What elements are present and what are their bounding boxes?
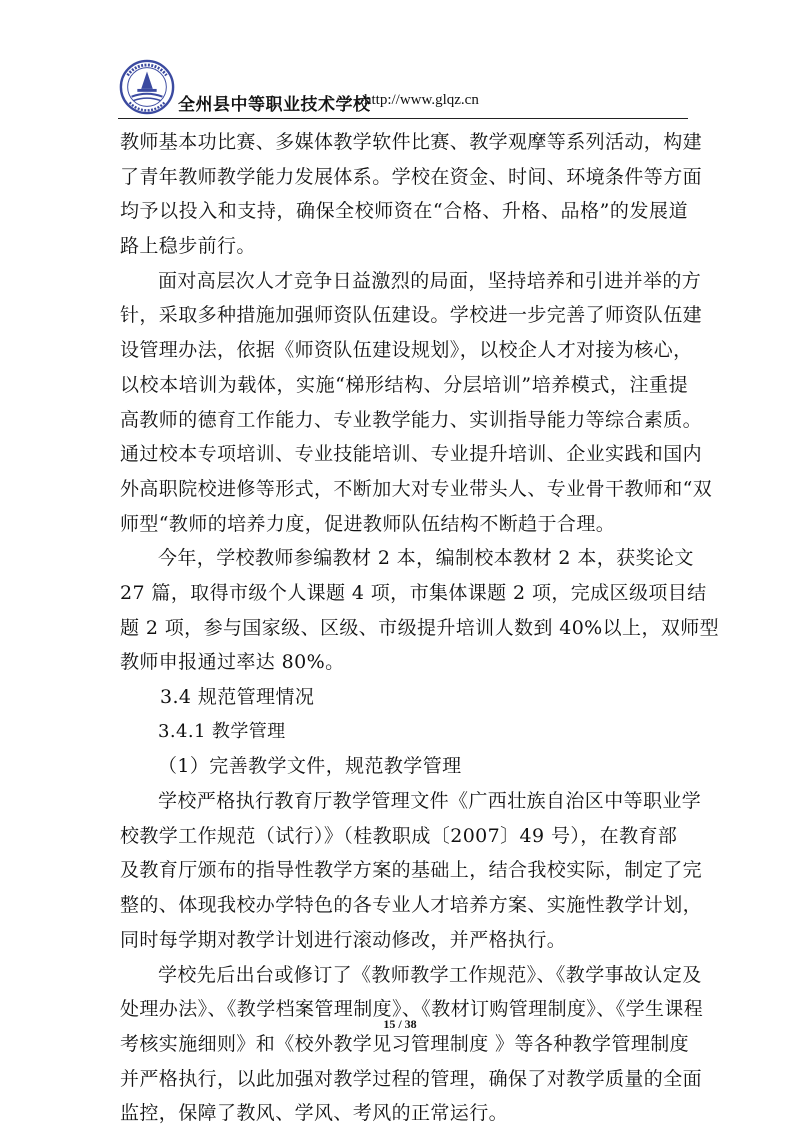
text-line: 教师申报通过率达 80%。 <box>120 651 345 674</box>
text-line: 监控，保障了教风、学风、考风的正常运行。 <box>120 1102 509 1125</box>
header-divider <box>118 118 688 119</box>
text-line: 同时每学期对教学计划进行滚动修改，并严格执行。 <box>120 928 567 951</box>
text-line: 了青年教师教学能力发展体系。学校在资金、时间、环境条件等方面 <box>120 165 703 188</box>
text-line: 外高职院校进修等形式，不断加大对专业带头人、专业骨干教师和“双 <box>120 477 713 500</box>
text-line: 通过校本专项培训、专业技能培训、专业提升培训、企业实践和国内 <box>120 443 703 466</box>
text-line: 校教学工作规范（试行）》（桂教职成〔2007〕49 号），在教育部 <box>120 824 678 847</box>
text-line: 27 篇，取得市级个人课题 4 项，市集体课题 2 项，完成区级项目结 <box>120 581 707 604</box>
text-line: 处理办法》、《教学档案管理制度》、《教材订购管理制度》、《学生课程 <box>120 998 704 1021</box>
page-number: 15 / 38 <box>383 1017 417 1031</box>
school-name: 全州县中等职业技术学校 <box>178 95 371 115</box>
text-line: 学校严格执行教育厅教学管理文件《广西壮族自治区中等职业学 <box>158 790 702 813</box>
text-line: 及教育厅颁布的指导性教学方案的基础上，结合我校实际，制定了完 <box>120 859 703 882</box>
subsection-title: 3.4.1 教学管理 <box>158 720 286 742</box>
text-line: 今年，学校教师参编教材 2 本，编制校本教材 2 本，获奖论文 <box>158 547 694 570</box>
paragraph <box>120 958 704 1131</box>
text-line: 整的、体现我校办学特色的各专业人才培养方案、实施性教学计划， <box>120 894 703 917</box>
paragraph <box>120 125 703 264</box>
text-line: 教师基本功比赛、多媒体教学软件比赛、教学观摩等系列活动，构建 <box>120 131 703 153</box>
school-logo-icon <box>118 58 176 116</box>
text-line: 路上稳步前行。 <box>120 235 256 258</box>
text-line: 设管理办法，依据《师资队伍建设规划》，以校企人才对接为核心， <box>120 339 693 362</box>
text-line: 并严格执行，以此加强对教学过程的管理，确保了对教学质量的全面 <box>120 1067 703 1090</box>
text-line: 针，采取多种措施加强师资队伍建设。学校进一步完善了师资队伍建 <box>120 304 703 327</box>
text-line: 以校本培训为载体，实施“梯形结构、分层培训”培养模式，注重提 <box>120 373 688 396</box>
section-title: 3.4 规范管理情况 <box>160 686 315 708</box>
text-line: 均予以投入和支持，确保全校师资在“合格、升格、品格”的发展道 <box>120 200 688 223</box>
paragraph <box>120 541 720 680</box>
text-line: 面对高层次人才竞争日益激烈的局面，坚持培养和引进并举的方 <box>158 269 702 292</box>
paragraph <box>120 264 713 542</box>
text-line: 师型“教师的培养力度，促进教师队伍结构不断趋于合理。 <box>120 512 616 535</box>
text-line: 学校先后出台或修订了《教师教学工作规范》、《教学事故认定及 <box>158 963 702 986</box>
document-body <box>120 125 720 1131</box>
text-line: 考核实施细则》和《校外教学见习管理制度 》等各种教学管理制度 <box>120 1032 690 1055</box>
paragraph <box>120 784 703 957</box>
school-url-link[interactable]: http://www.glqz.cn <box>364 92 479 108</box>
text-line: 题 2 项，参与国家级、区级、市级提升培训人数到 40%以上，双师型 <box>120 616 720 639</box>
page-header <box>118 56 688 122</box>
item-title: （1）完善教学文件，规范教学管理 <box>158 755 462 778</box>
text-line: 高教师的德育工作能力、专业教学能力、实训指导能力等综合素质。 <box>120 408 703 431</box>
